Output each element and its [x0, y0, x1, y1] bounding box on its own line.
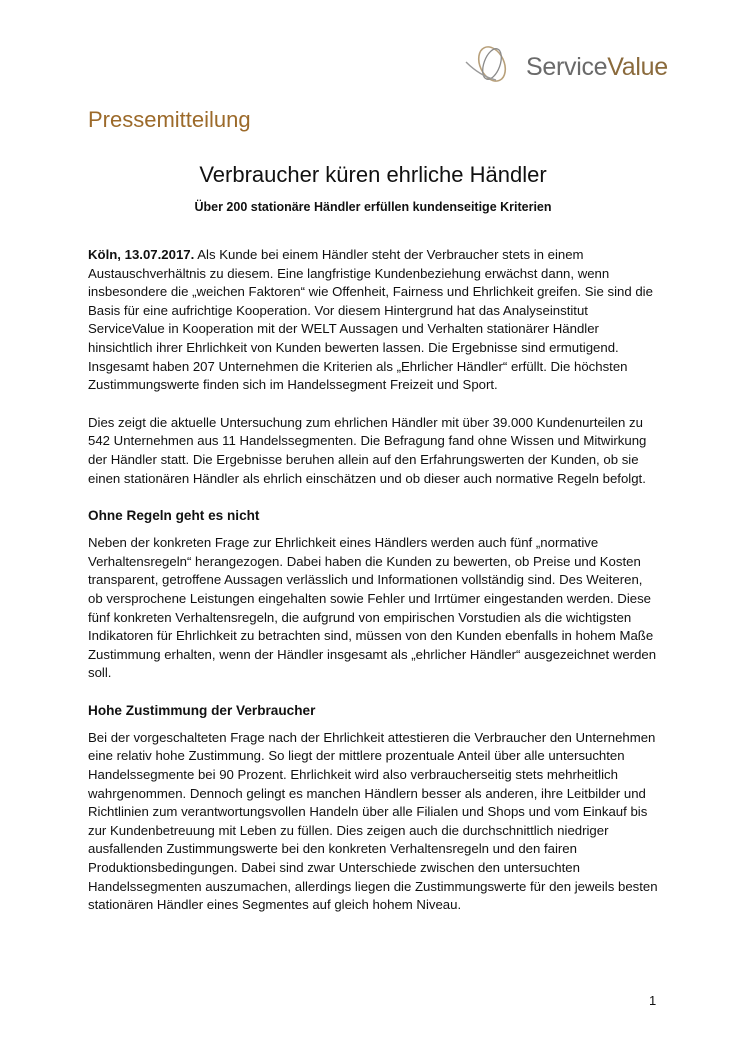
- section-paragraph-approval: Bei der vorgeschalteten Frage nach der Ehrlichkeit attestieren die Verbraucher den Unternehmen eine relativ hohe Zustimmung. So liegt der mittlere prozentuale Anteil über alle untersuchten Handelssegmente bei 90 Prozent. Ehrlichkeit wird also verbraucherseitig stets mehrheitlich wahrgenommen. Dennoch gelingt es manchen Händlern besser als anderen, ihre Leitbilder und Richtlinien zum verantwortungsvollen Handeln über alle Filialen und Shops und vom Einkauf bis zur Kundenbetreuung mit Leben zu füllen. Dies zeigen auch die durchschnittlich niedriger ausfallenden Zustimmungswerte bei den konkreten Verhaltensregeln und den fairen Produktionsbedingungen. Dabei sind zwar Unterschiede zwischen den untersuchten Handelssegmenten auszumachen, allerdings liegen die Zustimmungswerte für den jeweils besten stationären Händler eines Segmentes auf gleich hohem Niveau.: [88, 729, 658, 913]
- article-body: [88, 246, 660, 934]
- swirl-logo-icon: [462, 40, 522, 90]
- press-release-headline: Verbraucher küren ehrliche Händler: [199, 162, 547, 187]
- logo-brand-prefix: Service: [526, 53, 608, 81]
- section-paragraph-rules: Neben der konkreten Frage zur Ehrlichkeit eines Händlers werden auch fünf „normative Verhaltensregeln“ herangezogen. Dabei haben die Kunden zu bewerten, ob Preise und Kosten transparent, getroffene Aussagen verlässlich und Informationen vollständig sind. Des Weiteren, ob versprochene Leistungen eingehalten sowie Fehler und Irrtümer eingestanden werden. Diese fünf konkreten Verhaltensregeln, die aufgrund von empirischen Vorstudien als die wichtigsten Indikatoren für Ehrlichkeit zu betrachten sind, müssen von den Kunden ebenfalls in hohem Maße Zustimmung erhalten, wenn der Händler insgesamt als „ehrlicher Händler“ ausgezeichnet werden soll.: [88, 535, 657, 681]
- section-heading-rules: Ohne Regeln geht es nicht: [88, 508, 260, 524]
- section-heading-approval: Hohe Zustimmung der Verbraucher: [88, 702, 316, 718]
- document-type-label: Pressemitteilung: [88, 107, 251, 132]
- dateline: Köln, 13.07.2017.: [88, 247, 195, 262]
- logo-wordmark: [526, 53, 668, 82]
- study-paragraph: Dies zeigt die aktuelle Untersuchung zum ehrlichen Händler mit über 39.000 Kundenurteilen zu 542 Unternehmen aus 11 Handelssegmenten. Die Befragung fand ohne Wissen und Mitwirkung der Händler statt. Die Ergebnisse beruhen allein auf den Erfahrungswerten der Kunden, ob sie einen stationären Händler als ehrlich einschätzen und ob dieser auch normative Regeln befolgt.: [88, 414, 647, 486]
- logo-brand-suffix: Value: [607, 53, 668, 81]
- servicevalue-logo: [462, 40, 668, 90]
- press-release-subheadline: Über 200 stationäre Händler erfüllen kundenseitige Kriterien: [194, 200, 552, 214]
- intro-text: Als Kunde bei einem Händler steht der Verbraucher stets in einem Austauschverhältnis zu diesem. Eine langfristige Kundenbeziehung erwächst dann, wenn insbesondere die „weichen Faktoren“ wie Offenheit, Fairness und Ehrlichkeit greifen. Sie sind die Basis für eine aufrichtige Kooperation. Vor diesem Hintergrund hat das Analyseinstitut ServiceValue in Kooperation mit der WELT Aussagen und Verhalten stationärer Händler hinsichtlich ihrer Ehrlichkeit von Kunden bewerten lassen. Die Ergebnisse sind ermutigend. Insgesamt haben 207 Unternehmen die Kriterien als „Ehrlicher Händler“ erfüllt. Die höchsten Zustimmungswerte finden sich im Handelssegment Freizeit und Sport.: [88, 247, 653, 393]
- intro-paragraph: [88, 246, 660, 395]
- page-number: 1: [649, 993, 657, 1008]
